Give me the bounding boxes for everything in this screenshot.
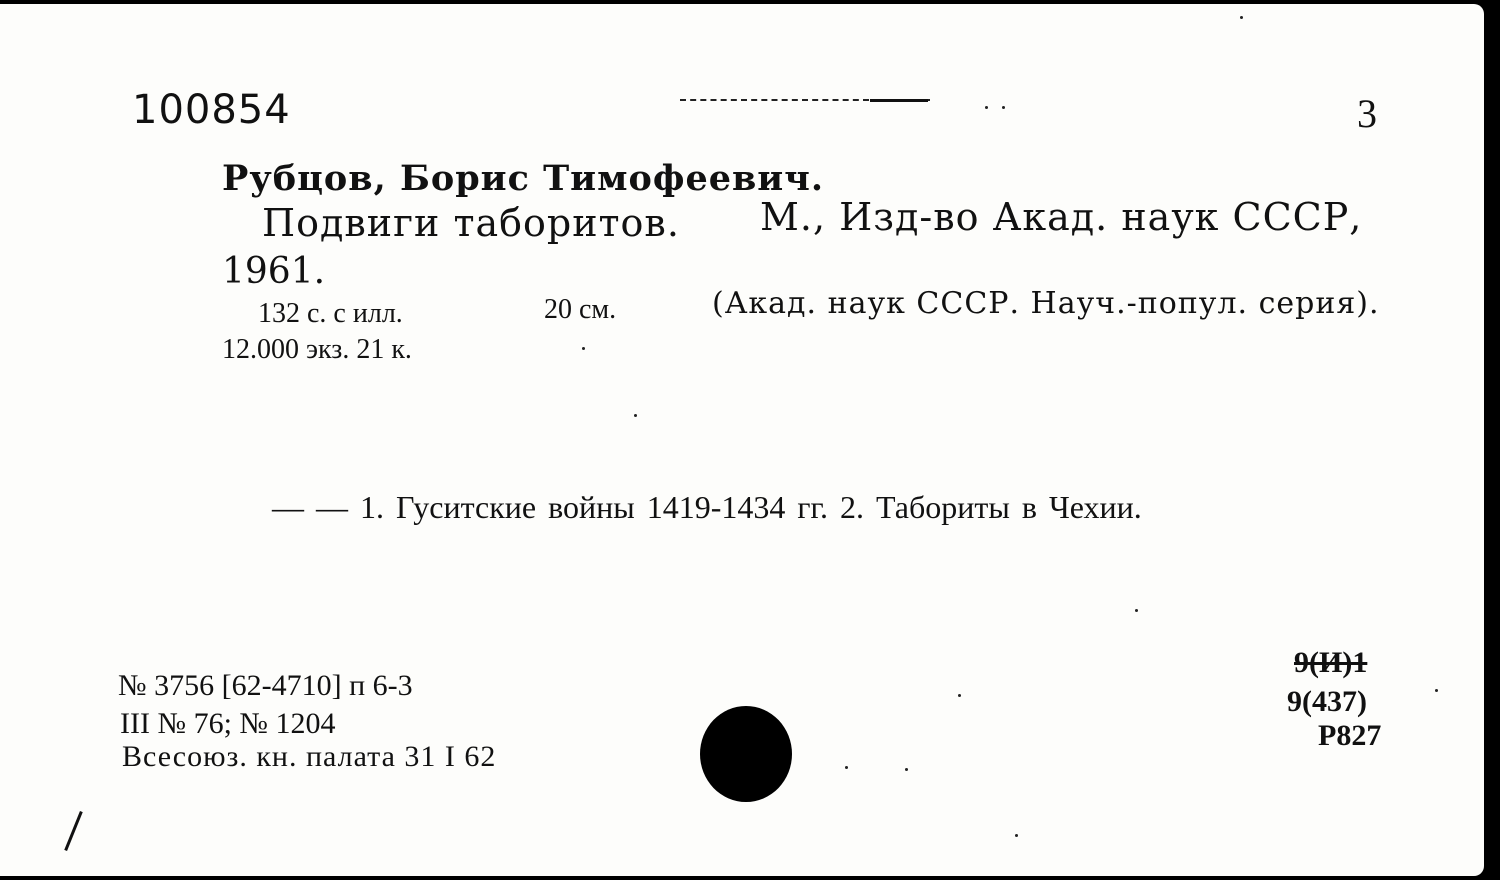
speck [582, 347, 585, 350]
bibliographic-line-2: III № 76; № 1204 [120, 707, 336, 740]
catalog-card [0, 4, 1484, 876]
speck [845, 766, 848, 769]
speck [1135, 609, 1138, 612]
publication-year: 1961. [222, 251, 326, 292]
publisher: М., Изд-во Акад. наук СССР, [760, 195, 1363, 239]
speck [985, 106, 988, 109]
speck [1002, 106, 1005, 109]
speck [1435, 689, 1438, 692]
series-note: (Акад. наук СССР. Науч.-попул. серия). [712, 286, 1380, 321]
speck [1015, 834, 1018, 837]
author-mark: Р827 [1318, 719, 1382, 752]
pagination: 132 с. с илл. [258, 298, 403, 329]
book-size: 20 см. [544, 294, 617, 325]
bibliographic-line-1: № 3756 [62-4710] п 6-3 [118, 669, 413, 702]
author-heading: Рубцов, Борис Тимофеевич. [222, 158, 825, 199]
classification-old-code: 9(И)1 [1294, 646, 1368, 679]
book-title: Подвиги таборитов. [262, 201, 680, 245]
pencil-mark [64, 811, 83, 851]
classification-code: 9(437) [1287, 685, 1367, 718]
subject-headings: — — 1. Гуситские войны 1419-1434 гг. 2. Табориты в Чехии. [272, 489, 1142, 525]
inventory-number: 100854 [132, 87, 291, 133]
card-number: 3 [1357, 91, 1377, 136]
punch-hole [700, 706, 792, 802]
solid-rule-segment [870, 99, 928, 102]
speck [1240, 16, 1243, 19]
speck [958, 694, 961, 697]
speck [634, 414, 637, 417]
bibliographic-line-3: Всесоюз. кн. палата 31 I 62 [122, 740, 497, 773]
copies-price: 12.000 экз. 21 к. [222, 334, 412, 365]
speck [905, 768, 908, 771]
